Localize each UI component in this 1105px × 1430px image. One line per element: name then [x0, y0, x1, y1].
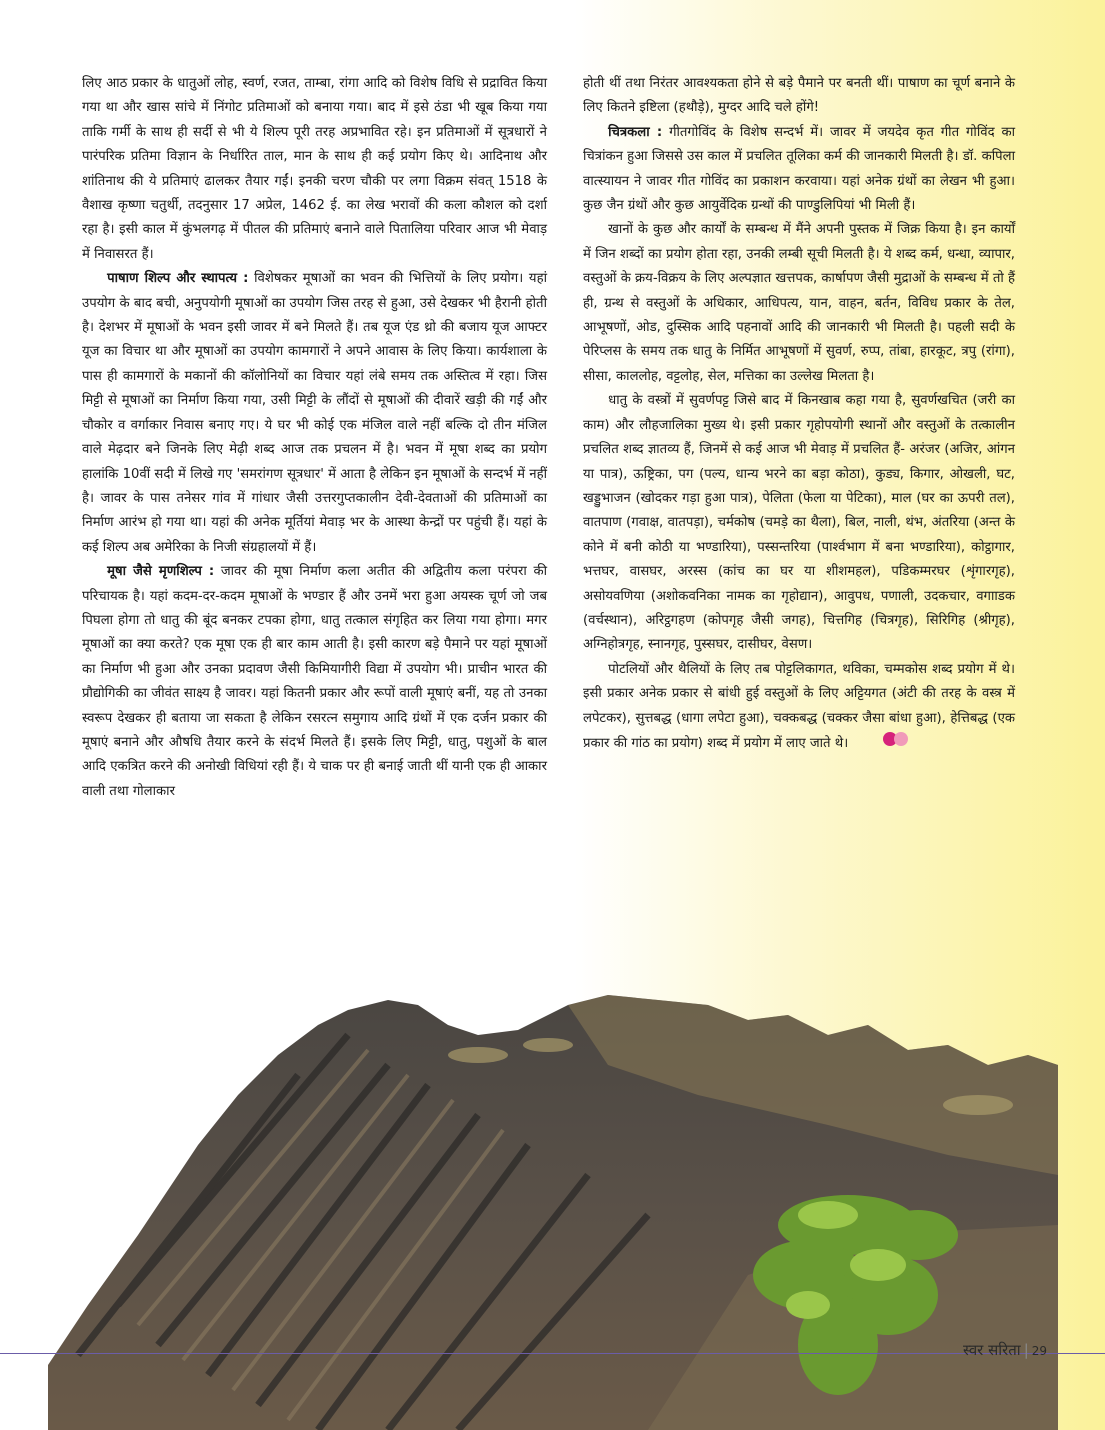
right-paragraph-5-text: पोटलियों और थैलियों के लिए तब पोट्टलिकागत, थविका, चम्मकोस शब्द प्रयोग में थे। इसी प्रकार अनेक प्रकार से बांधी हुई वस्तुओं के लिए अट्टियगत (अंटी की तरह के वस्त्र में लपेटकर), सुत्तबद्ध (धागा लपेटा हुआ), चक्कबद्ध (चक्कर जैसा बांधा हुआ), हेत्तिबद्ध (एक प्रकार की गांठ का प्रयोग) शब्द में प्रयोग में लाए जाते थे। — [583, 661, 1015, 752]
right-paragraph-5 — [583, 658, 1015, 757]
end-of-article-dots-icon — [858, 731, 905, 755]
hill-photo — [48, 975, 1058, 1430]
left-paragraph-2-text: विशेषकर मूषाओं का भवन की भित्तियों के लिए प्रयोग। यहां उपयोग के बाद बची, अनुपयोगी मूषाओं का उपयोग जिस तरह से हुआ, उसे देखकर भी हैरानी होती है। देशभर में मूषाओं के भवन इसी जावर में बने मिलते हैं। तब यूज एंड थ्रो की बजाय यूज आफ्टर यूज का विचार था और मूषाओं का उपयोग कामगारों ने अपने आवास के लिए किया। कार्यशाला के पास ही कामगारों के मकानों की कॉलोनियों का विचार यहां लंबे समय तक अस्तित्व में रहा। जिस मिट्टी से मूषाओं का निर्माण किया गया, उसी मिट्टी के लौंदों से मूषाओं की दीवारें खड़ी की गईं और चौकोर व वर्गाकार निवास बनाए गए। ये घर भी कोई एक मंजिल वाले नहीं बल्कि दो तीन मंजिल वाले मेढ़दार बने जिनके लिए मेढ़ी शब्द आज तक प्रचलन में है। भवन में मूषा शब्द का प्रयोग हालांकि 10वीं सदी में लिखे गए 'समरांगण सूत्रधार' में आता है लेकिन इन मूषाओं के सन्दर्भ में नहीं है। जावर के पास तनेसर गांव में गांधार जैसी उत्तरगुप्तकालीन देवी-देवताओं की प्रतिमाओं का निर्माण आरंभ हो गया था। यहां की अनेक मूर्तियां मेवाड़ भर के आस्था केन्द्रों पर पहुंची हैं। यहां के कई शिल्प अब अमेरिका के निजी संग्रहालयों में हैं। — [82, 271, 548, 555]
left-paragraph-3 — [82, 560, 547, 804]
right-paragraph-2 — [583, 121, 1015, 219]
magazine-name: स्वर सरिता — [963, 1341, 1021, 1359]
right-column — [583, 72, 1015, 757]
left-paragraph-1: लिए आठ प्रकार के धातुओं लोह, स्वर्ण, रजत, ताम्बा, रांगा आदि को विशेष विधि से प्रद्रावित किया गया था और खास सांचे में निंगोट प्रतिमाओं को बनाया गया। बाद में इसे ठंडा भी खूब किया गया ताकि गर्मी के साथ ही सर्दी से भी ये शिल्प पूरी तरह अप्रभावित रहे। इन प्रतिमाओं में सूत्रधारों ने पारंपरिक प्रतिमा विज्ञान के निर्धारित ताल, मान के साथ ही कई प्रयोग किए थे। आदिनाथ और शांतिनाथ की ये प्रतिमाएं ढालकर तैयार गईं। इनकी चरण चौकी पर लगा विक्रम संवत् 1518 के वैशाख कृष्णा चतुर्थी, तदनुसार 17 अप्रेल, 1462 ई. का लेख भरावों की कला कौशल को दर्शा रहा है। इसी काल में कुंभलगढ़ में पीतल की प्रतिमाएं बनाने वाले पितालिया परिवार आज भी मेवाड़ में निवासरत हैं। — [82, 76, 547, 262]
right-paragraph-2-text: गीतगोविंद के विशेष सन्दर्भ में। जावर में जयदेव कृत गीत गोविंद का चित्रांकन हुआ जिससे उस काल में प्रचलित तूलिका कर्म की जानकारी मिलती है। डॉ. कपिला वात्स्यायन ने जावर गीत गोविंद का प्रकाशन करवाया। यहां अनेक ग्रंथों का लेखन भी हुआ। कुछ जैन ग्रंथों और कुछ आयुर्वेदिक ग्रन्थों की पाण्डुलिपियां भी मिली हैं। — [583, 124, 1016, 214]
footer-separator: | — [1023, 1341, 1029, 1359]
section-heading-stone-craft: पाषाण शिल्प और स्थापत्य : — [107, 271, 249, 287]
section-heading-painting: चित्रकला : — [608, 124, 663, 140]
right-paragraph-3: खानों के कुछ और कार्यों के सम्बन्ध में मैंने अपनी पुस्तक में जिक्र किया है। इन कार्यों में जिन शब्दों का प्रयोग होता रहा, उनकी लम्बी सूची मिलती है। ये शब्द कर्म, धन्धा, व्यापार, वस्तुओं के क्रय-विक्रय के लिए अल्पज्ञात खत्तपक, कार्षापण जैसी मुद्राओं के सम्बन्ध में तो हैं ही, ग्रन्थ से वस्तुओं के अधिकार, आधिपत्य, यान, वाहन, बर्तन, विविध प्रकार के तेल, आभूषणों, ओड, दुस्सिक आदि पहनावों आदि की जानकारी भी मिलती है। पहली सदी के पेरिप्लस के समय तक धातु के निर्मित आभूषणों में सुवर्ण, रुप्प, तांबा, हारकूट, त्रपु (रांगा), सीसा, काललोह, वट्टलोह, सेल, मत्तिका का उल्लेख मिलता है। — [583, 222, 1015, 384]
page-number: 29 — [1031, 1344, 1048, 1358]
right-paragraph-1: होती थीं तथा निरंतर आवश्यकता होने से बड़े पैमाने पर बनती थीं। पाषाण का चूर्ण बनाने के लिए कितने इष्टिला (हथौड़े), मुग्दर आदि चले होंगे! — [583, 76, 1015, 116]
right-paragraph-4: धातु के वस्त्रों में सुवर्णपट्ट जिसे बाद में किनखाब कहा गया है, सुवर्णखचित (जरी का काम) और लौहजालिका मुख्य थे। इसी प्रकार गृहोपयोगी स्थानों और वस्तुओं के तत्कालीन प्रचलित शब्द ज्ञातव्य हैं, जिनमें से कई आज भी मेवाड़ में प्रचलित हैं- अरंजर (अजिर, आंगन या पात्र), ऊष्ट्रिका, पग (पल्य, धान्य भरने का बड़ा कोठा), कुड्य, किगार, ओखली, घट, खड्डुभाजन (खोदकर गड़ा हुआ पात्र), पेलिता (फेला या पेटिका), माल (घर का ऊपरी तल), वातपाण (गवाक्ष, वातपड़ा), चर्मकोष (चमड़े का थैला), बिल, नाली, थंभ, अंतरिया (अन्त के कोने में बनी कोठी या भण्डारिया), पस्सन्तरिया (पार्श्वभाग में बना भण्डारिया), कोट्ठागार, भत्तघर, वासघर, अरस्स (कांच का घर या शीशमहल), पडिकम्मरघर (शृंगारगृह), असोयवणिया (अशोकवनिका नामक का गृहोद्यान), आवुपध, पणाली, उदकचार, वगााडक (वर्चस्थान), अरिट्ठगहण (कोपगृह जैसी जगह), चित्तगिह (चित्रगृह), सिरिगिह (श्रीगृह), अग्निहोत्रगृह, स्नानगृह, पुस्सघर, दासीघर, वेसण। — [583, 393, 1015, 653]
left-paragraph-2 — [82, 267, 547, 560]
page-footer — [963, 1340, 1047, 1360]
footer-rule — [0, 1353, 1105, 1354]
section-heading-clay-craft: मूषा जैसे मृणशिल्प : — [107, 564, 215, 580]
left-paragraph-3-text: जावर की मूषा निर्माण कला अतीत की अद्वितीय कला परंपरा की परिचायक है। यहां कदम-दर-कदम मूषाओं के भण्डार हैं और उनमें भरा हुआ अयस्क चूर्ण जो जब पिघला होगा तो धातु की बूंद बनकर टपका होगा, धातु तत्काल संगृहित कर लिया गया होगा। मगर मूषाओं का क्या करते? एक मूषा एक ही बार काम आती है। इसी कारण बड़े पैमाने पर यहां मूषाओं का निर्माण भी हुआ और उनका प्रदावण जैसी किमियागीरी विद्या में उपयोग भी। प्राचीन भारत की प्रौद्योगिकी का जीवंत साक्ष्य है जावर। यहां कितनी प्रकार और रूपों वाली मूषाएं बनीं, यह तो उनका स्वरूप देखकर ही बताया जा सकता है लेकिन रसरत्न समुगाय आदि ग्रंथों में एक दर्जन प्रकार की मूषाएं बनाने और औषधि तैयार करने के संदर्भ मिलते हैं। इसके लिए मिट्टी, धातु, पशुओं के बाल आदि एकत्रित करने की अनोखी विधियां रही हैं। ये चाक पर ही बनाई जाती थीं यानी एक ही आकार वाली तथा गोलाकार — [82, 564, 547, 799]
end-dot-2 — [894, 732, 908, 746]
left-column — [82, 72, 547, 804]
